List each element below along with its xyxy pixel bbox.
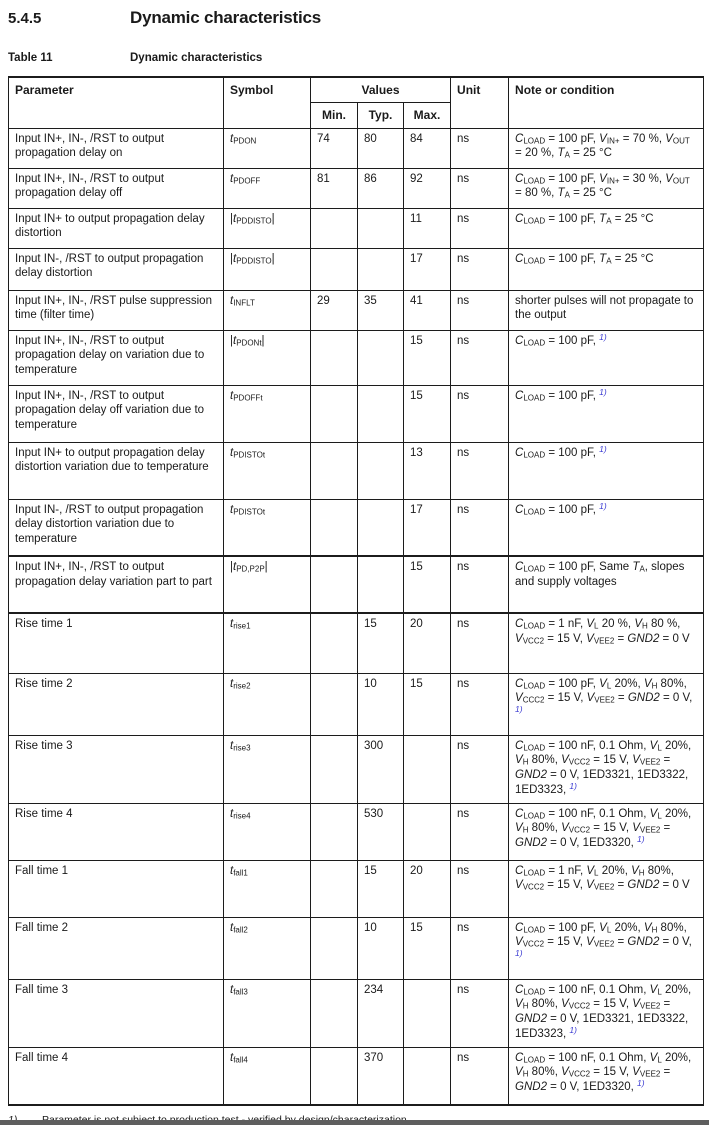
note-cell: $C_{LOAD} = 1$ nF, $V_L$ 20%, $V_H$ 80%, $V_{VCC2} = 15$ V, $V_{VEE2} = GND2 = 0$ V: [509, 860, 704, 917]
section-title: Dynamic characteristics: [130, 8, 322, 27]
parameter-cell: Input IN+, IN-, /RST to output propagation delay on: [9, 128, 224, 168]
unit-cell: ns: [451, 290, 509, 330]
header-values: Values: [311, 77, 451, 103]
max-cell: 15: [404, 330, 451, 385]
min-cell: [311, 499, 358, 556]
typ-cell: [358, 248, 404, 290]
parameter-cell: Fall time 4: [9, 1047, 224, 1105]
symbol-cell: $t_{rise4}$: [224, 803, 311, 860]
typ-cell: [358, 330, 404, 385]
max-cell: 17: [404, 248, 451, 290]
max-cell: [404, 803, 451, 860]
table-row: [9, 556, 704, 613]
parameter-cell: Input IN+ to output propagation delay distortion: [9, 208, 224, 248]
min-cell: [311, 979, 358, 1047]
typ-cell: 86: [358, 168, 404, 208]
table-row: [9, 330, 704, 385]
symbol-cell: $t_{PDON}$: [224, 128, 311, 168]
note-cell: $C_{LOAD} = 100$ nF, 0.1 Ohm, $V_L$ 20%, $V_H$ 80%, $V_{VCC2} = 15$ V, $V_{VEE2} = GND2 = 0$ V, 1ED3321, 1ED3322, 1ED3323, $^{1)}$: [509, 735, 704, 803]
unit-cell: ns: [451, 385, 509, 442]
parameter-cell: Input IN+, IN-, /RST to output propagation delay variation part to part: [9, 556, 224, 613]
parameter-cell: Fall time 3: [9, 979, 224, 1047]
parameter-cell: Input IN+, IN-, /RST pulse suppression time (filter time): [9, 290, 224, 330]
table-row: [9, 499, 704, 556]
footnote-ref: 1): [599, 386, 607, 397]
table-row: [9, 385, 704, 442]
typ-cell: 370: [358, 1047, 404, 1105]
table-row: [9, 673, 704, 735]
table-row: [9, 979, 704, 1047]
max-cell: 15: [404, 673, 451, 735]
min-cell: 81: [311, 168, 358, 208]
note-cell: $C_{LOAD} = 100$ pF, $^{1)}$: [509, 499, 704, 556]
unit-cell: ns: [451, 499, 509, 556]
footnote-ref: 1): [599, 331, 607, 342]
max-cell: 20: [404, 613, 451, 673]
parameter-cell: Fall time 2: [9, 917, 224, 979]
parameter-cell: Input IN+ to output propagation delay distortion variation due to temperature: [9, 442, 224, 499]
table-row: [9, 128, 704, 168]
min-cell: [311, 917, 358, 979]
footnote-ref: 1): [637, 1078, 645, 1089]
note-cell: $C_{LOAD} = 100$ nF, 0.1 Ohm, $V_L$ 20%, $V_H$ 80%, $V_{VCC2} = 15$ V, $V_{VEE2} = GND2 = 0$ V, 1ED3320, $^{1)}$: [509, 1047, 704, 1105]
min-cell: [311, 860, 358, 917]
max-cell: 84: [404, 128, 451, 168]
table-row: [9, 735, 704, 803]
unit-cell: ns: [451, 979, 509, 1047]
symbol-cell: $t_{rise3}$: [224, 735, 311, 803]
max-cell: 92: [404, 168, 451, 208]
note-cell: $C_{LOAD} = 100$ pF, $T_A = 25$ °C: [509, 248, 704, 290]
min-cell: [311, 556, 358, 613]
note-cell: $C_{LOAD} = 100$ pF, $V_{IN+} = 70$ %, $V_{OUT} = 20$ %, $T_A = 25$ °C: [509, 128, 704, 168]
min-cell: [311, 442, 358, 499]
min-cell: [311, 208, 358, 248]
max-cell: 13: [404, 442, 451, 499]
table-row: [9, 248, 704, 290]
max-cell: 11: [404, 208, 451, 248]
max-cell: 15: [404, 556, 451, 613]
symbol-cell: $t_{PDOFF}$: [224, 168, 311, 208]
parameter-cell: Input IN-, /RST to output propagation delay distortion variation due to temperature: [9, 499, 224, 556]
unit-cell: ns: [451, 1047, 509, 1105]
typ-cell: [358, 442, 404, 499]
unit-cell: ns: [451, 917, 509, 979]
note-cell: $C_{LOAD} = 100$ pF, $T_A = 25$ °C: [509, 208, 704, 248]
dynamic-characteristics-table: [8, 76, 704, 1106]
unit-cell: ns: [451, 613, 509, 673]
table-row: [9, 613, 704, 673]
symbol-cell: $t_{PDISTOt}$: [224, 499, 311, 556]
typ-cell: 35: [358, 290, 404, 330]
footnote-ref: 1): [599, 443, 607, 454]
parameter-cell: Fall time 1: [9, 860, 224, 917]
footnote-ref: 1): [599, 500, 607, 511]
min-cell: 29: [311, 290, 358, 330]
max-cell: 17: [404, 499, 451, 556]
note-cell: $C_{LOAD} = 100$ pF, $V_L$ 20%, $V_H$ 80%, $V_{VCC2} = 15$ V, $V_{VEE2} = GND2 = 0$ V, $^{1)}$: [509, 917, 704, 979]
parameter-cell: Rise time 2: [9, 673, 224, 735]
unit-cell: ns: [451, 803, 509, 860]
typ-cell: 15: [358, 860, 404, 917]
note-cell: shorter pulses will not propagate to the output: [509, 290, 704, 330]
min-cell: [311, 735, 358, 803]
symbol-cell: $t_{INFLT}$: [224, 290, 311, 330]
footnote-ref: 1): [515, 704, 523, 715]
typ-cell: [358, 499, 404, 556]
max-cell: 41: [404, 290, 451, 330]
header-parameter: Parameter: [9, 77, 224, 128]
unit-cell: ns: [451, 735, 509, 803]
note-cell: $C_{LOAD} = 100$ pF, $V_L$ 20%, $V_H$ 80%, $V_{CCC2} = 15$ V, $V_{VEE2} = GND2 = 0$ V, $^{1)}$: [509, 673, 704, 735]
max-cell: 20: [404, 860, 451, 917]
min-cell: 74: [311, 128, 358, 168]
max-cell: [404, 979, 451, 1047]
max-cell: 15: [404, 385, 451, 442]
unit-cell: ns: [451, 248, 509, 290]
typ-cell: 234: [358, 979, 404, 1047]
unit-cell: ns: [451, 208, 509, 248]
unit-cell: ns: [451, 556, 509, 613]
typ-cell: 15: [358, 613, 404, 673]
table-row: [9, 442, 704, 499]
section-heading: [8, 8, 703, 28]
min-cell: [311, 673, 358, 735]
min-cell: [311, 1047, 358, 1105]
symbol-cell: $t_{fall3}$: [224, 979, 311, 1047]
min-cell: [311, 385, 358, 442]
footnote-ref: 1): [569, 780, 577, 791]
header-row-1: [9, 77, 704, 103]
table-row: [9, 168, 704, 208]
footnote-ref: 1): [515, 948, 523, 959]
unit-cell: ns: [451, 128, 509, 168]
unit-cell: ns: [451, 673, 509, 735]
header-max: Max.: [404, 103, 451, 128]
note-cell: $C_{LOAD} = 100$ pF, $^{1)}$: [509, 330, 704, 385]
parameter-cell: Rise time 4: [9, 803, 224, 860]
symbol-cell: $t_{rise1}$: [224, 613, 311, 673]
footnote-ref: 1): [637, 834, 645, 845]
typ-cell: 530: [358, 803, 404, 860]
section-number: 5.4.5: [8, 10, 42, 27]
min-cell: [311, 248, 358, 290]
symbol-cell: $|t_{PDDISTO}|$: [224, 248, 311, 290]
table-row: [9, 290, 704, 330]
note-cell: $C_{LOAD} = 100$ nF, 0.1 Ohm, $V_L$ 20%, $V_H$ 80%, $V_{VCC2} = 15$ V, $V_{VEE2} = GND2 = 0$ V, 1ED3321, 1ED3322, 1ED3323, $^{1)}$: [509, 979, 704, 1047]
header-min: Min.: [311, 103, 358, 128]
symbol-cell: $t_{PDISTOt}$: [224, 442, 311, 499]
note-cell: $C_{LOAD} = 1$ nF, $V_L$ 20 %, $V_H$ 80 %, $V_{VCC2} = 15$ V, $V_{VEE2} = GND2 = 0$ V: [509, 613, 704, 673]
symbol-cell: $|t_{PD,P2P}|$: [224, 556, 311, 613]
max-cell: 15: [404, 917, 451, 979]
header-typ: Typ.: [358, 103, 404, 128]
parameter-cell: Rise time 1: [9, 613, 224, 673]
max-cell: [404, 1047, 451, 1105]
min-cell: [311, 613, 358, 673]
symbol-cell: $t_{fall4}$: [224, 1047, 311, 1105]
header-note: Note or condition: [509, 77, 704, 128]
symbol-cell: $t_{PDOFFt}$: [224, 385, 311, 442]
symbol-cell: $|t_{PDDISTO}|$: [224, 208, 311, 248]
table-body: [9, 128, 704, 1105]
table-caption-label: Table 11: [8, 52, 53, 64]
typ-cell: [358, 556, 404, 613]
unit-cell: ns: [451, 860, 509, 917]
symbol-cell: $t_{rise2}$: [224, 673, 311, 735]
typ-cell: [358, 208, 404, 248]
header-unit: Unit: [451, 77, 509, 128]
table-row: [9, 208, 704, 248]
parameter-cell: Input IN+, IN-, /RST to output propagation delay on variation due to temperature: [9, 330, 224, 385]
typ-cell: 10: [358, 673, 404, 735]
note-cell: $C_{LOAD} = 100$ pF, $V_{IN+} = 30$ %, $V_{OUT} = 80$ %, $T_A = 25$ °C: [509, 168, 704, 208]
max-cell: [404, 735, 451, 803]
table-row: [9, 860, 704, 917]
parameter-cell: Input IN+, IN-, /RST to output propagation delay off variation due to temperature: [9, 385, 224, 442]
typ-cell: 10: [358, 917, 404, 979]
typ-cell: 80: [358, 128, 404, 168]
unit-cell: ns: [451, 330, 509, 385]
parameter-cell: Rise time 3: [9, 735, 224, 803]
parameter-cell: Input IN+, IN-, /RST to output propagation delay off: [9, 168, 224, 208]
table-row: [9, 803, 704, 860]
typ-cell: [358, 385, 404, 442]
symbol-cell: $|t_{PDONt}|$: [224, 330, 311, 385]
note-cell: $C_{LOAD} = 100$ pF, $^{1)}$: [509, 385, 704, 442]
min-cell: [311, 330, 358, 385]
unit-cell: ns: [451, 442, 509, 499]
header-symbol: Symbol: [224, 77, 311, 128]
table-caption-title: Dynamic characteristics: [130, 52, 263, 64]
page-bottom-edge: [0, 1120, 709, 1125]
table-row: [9, 1047, 704, 1105]
note-cell: $C_{LOAD} = 100$ nF, 0.1 Ohm, $V_L$ 20%, $V_H$ 80%, $V_{VCC2} = 15$ V, $V_{VEE2} = GND2 = 0$ V, 1ED3320, $^{1)}$: [509, 803, 704, 860]
table-header: [9, 77, 704, 128]
note-cell: $C_{LOAD} = 100$ pF, Same $T_A$, slopes and supply voltages: [509, 556, 704, 613]
unit-cell: ns: [451, 168, 509, 208]
min-cell: [311, 803, 358, 860]
note-cell: $C_{LOAD} = 100$ pF, $^{1)}$: [509, 442, 704, 499]
table-row: [9, 917, 704, 979]
typ-cell: 300: [358, 735, 404, 803]
footnote-ref: 1): [569, 1024, 577, 1035]
symbol-cell: $t_{fall2}$: [224, 917, 311, 979]
table-caption: [8, 52, 703, 64]
symbol-cell: $t_{fall1}$: [224, 860, 311, 917]
parameter-cell: Input IN-, /RST to output propagation delay distortion: [9, 248, 224, 290]
